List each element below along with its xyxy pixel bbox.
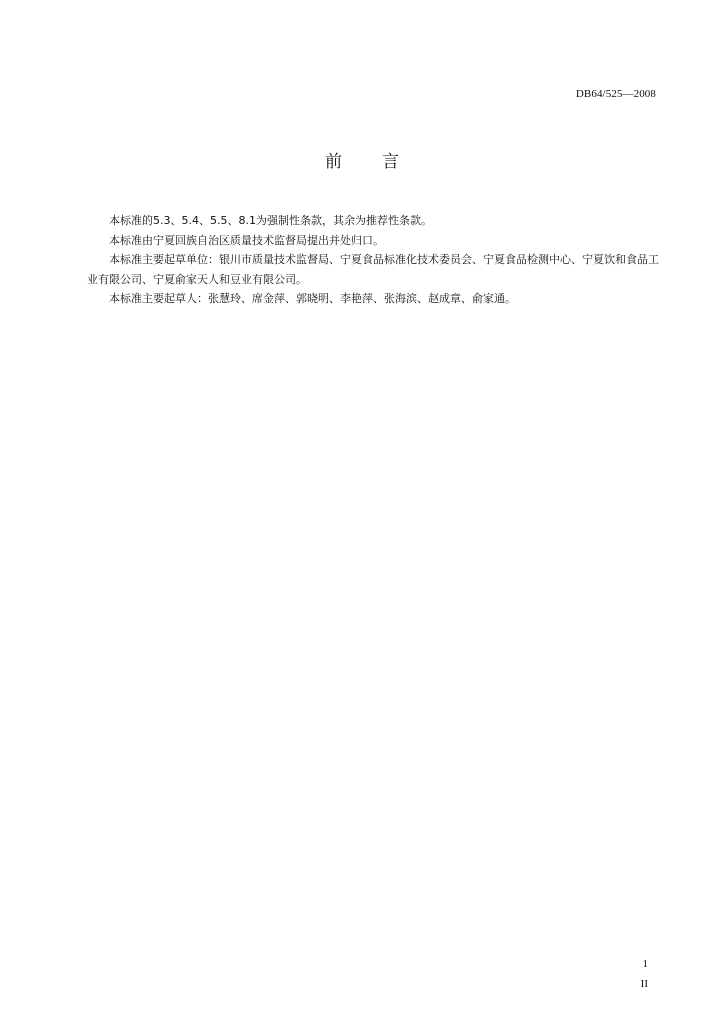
page-number-roman: II [640, 978, 648, 990]
title-char-1: 前 [325, 152, 342, 172]
paragraph-mandatory-clauses: 本标准的5.3、5.4、5.5、8.1为强制性条款，其余为推荐性条款。 [109, 214, 432, 227]
page-number: 1 [642, 958, 648, 970]
document-code: DB64/525—2008 [575, 88, 656, 100]
paragraph-drafters: 本标准主要起草人：张慧玲、席金萍、郭晓明、李艳萍、张海滨、赵成章、俞家通。 [109, 292, 516, 305]
paragraph-drafting-units: 本标准主要起草单位：银川市质量技术监督局、宁夏食品标准化技术委员会、宁夏食品检测中心、宁夏饮和食品工业有限公司、宁夏俞家天人和豆业有限公司。 [87, 253, 659, 286]
title-char-2: 言 [382, 152, 399, 172]
paragraph-proposer: 本标准由宁夏回族自治区质量技术监督局提出并处归口。 [109, 233, 384, 247]
page-title [0, 147, 724, 172]
foreword-body [87, 211, 667, 309]
